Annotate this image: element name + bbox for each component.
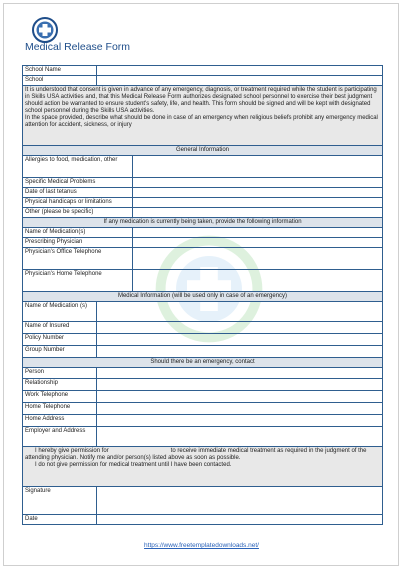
school-field[interactable] xyxy=(97,76,383,86)
medical-info-row-label: Name of Insured xyxy=(23,322,97,334)
tetanus-date-field[interactable] xyxy=(133,188,383,198)
footer-link[interactable]: https://www.freetemplatedownloads.net/ xyxy=(144,542,259,549)
signature-label: Signature xyxy=(23,487,97,515)
date-field[interactable] xyxy=(97,515,383,525)
medication-name-field[interactable] xyxy=(133,228,383,238)
contact-row-label: Work Telephone xyxy=(23,391,97,403)
group-number-field[interactable] xyxy=(97,346,383,358)
home-address-field[interactable] xyxy=(97,415,383,427)
contact-row-label: Home Telephone xyxy=(23,403,97,415)
handicaps-field[interactable] xyxy=(133,198,383,208)
medication-row-label: Physician's Home Telephone xyxy=(23,270,133,292)
physician-home-phone-field[interactable] xyxy=(133,270,383,292)
medication-names-field[interactable] xyxy=(97,302,383,322)
contact-row-label: Home Address xyxy=(23,415,97,427)
medication-header: If any medication is currently being taken, provide the following information xyxy=(23,218,383,228)
medication-row-label: Physician's Office Telephone xyxy=(23,248,133,270)
general-row-label: Specific Medical Problems xyxy=(23,178,133,188)
general-row-label: Date of last tetanus xyxy=(23,188,133,198)
medication-row-label: Name of Medication(s) xyxy=(23,228,133,238)
permission-text: to receive immediate medical xyxy=(170,448,249,454)
work-phone-field[interactable] xyxy=(97,391,383,403)
medical-info-row-label: Name of Medication (s) xyxy=(23,302,97,322)
general-row-label: Other (please be specific) xyxy=(23,208,133,218)
page-title: Medical Release Form xyxy=(25,41,131,53)
other-field[interactable] xyxy=(133,208,383,218)
permission-text: I hereby give permission for xyxy=(35,448,109,454)
permission-block xyxy=(23,447,383,487)
medication-row-label: Prescribing Physician xyxy=(23,238,133,248)
date-label: Date xyxy=(23,515,97,525)
prescribing-physician-field[interactable] xyxy=(133,238,383,248)
school-label: School xyxy=(23,76,97,86)
relationship-field[interactable] xyxy=(97,379,383,391)
permission-text: treatment as required in the judgment of the attending physician. Notify me and/or person(s) listed above as soon as possible. xyxy=(25,448,367,461)
employer-address-field[interactable] xyxy=(97,427,383,447)
medical-logo-icon xyxy=(32,17,58,43)
contact-header: Should there be an emergency, contact xyxy=(23,358,383,368)
general-info-header: General Information xyxy=(23,146,383,156)
school-name-label: School Name xyxy=(23,66,97,76)
contact-row-label: Relationship xyxy=(23,379,97,391)
consent-text: It is understood that consent is given in advance of any emergency, diagnosis, or treatment required while the student is participating in Skills USA activities and, that this Medical Release Form authorizes designated school personnel to exercise their best judgment should action be warranted to ensure student's safety, life, and health. This form should be signed and will be kept with designated school personnel during the Skills USA activities. In the space provided, describe what should be done in case of an emergency when religious beliefs prohibit any emergency medical attention for accident, sickness, or injury xyxy=(23,86,383,146)
no-permission-text: I do not give permission for medical treatment until I have been contacted. xyxy=(35,462,232,468)
signature-field[interactable] xyxy=(97,487,383,515)
allergies-field[interactable] xyxy=(133,156,383,178)
school-name-field[interactable] xyxy=(97,66,383,76)
general-row-label: Physical handicaps or limitations xyxy=(23,198,133,208)
insured-name-field[interactable] xyxy=(97,322,383,334)
medical-info-header: Medical Information (will be used only in case of an emergency) xyxy=(23,292,383,302)
policy-number-field[interactable] xyxy=(97,334,383,346)
medical-info-row-label: Group Number xyxy=(23,346,97,358)
general-row-label: Allergies to food, medication, other xyxy=(23,156,133,178)
home-phone-field[interactable] xyxy=(97,403,383,415)
medical-release-form xyxy=(22,65,383,525)
physician-office-phone-field[interactable] xyxy=(133,248,383,270)
contact-person-field[interactable] xyxy=(97,368,383,379)
medical-info-row-label: Policy Number xyxy=(23,334,97,346)
contact-row-label: Employer and Address xyxy=(23,427,97,447)
medical-problems-field[interactable] xyxy=(133,178,383,188)
contact-row-label: Person xyxy=(23,368,97,379)
